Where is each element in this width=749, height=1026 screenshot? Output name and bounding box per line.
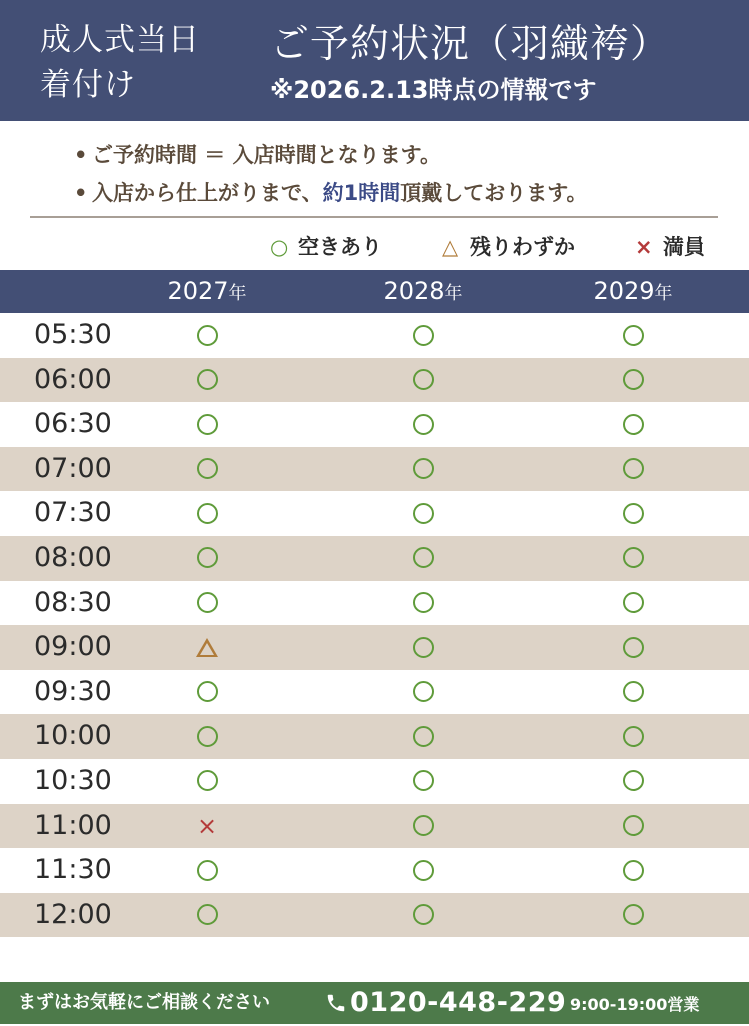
circle-icon [623, 592, 644, 613]
time-slot: 06:00 [34, 363, 112, 395]
table-row [0, 670, 749, 715]
circle-icon [623, 637, 644, 658]
status-cell [603, 491, 663, 535]
circle-icon [197, 414, 218, 435]
status-cell [603, 625, 663, 669]
table-row [0, 313, 749, 358]
circle-icon [413, 547, 434, 568]
circle-icon [197, 547, 218, 568]
table-row [0, 714, 749, 759]
phone-icon[interactable] [325, 992, 347, 1014]
status-cell [177, 491, 237, 535]
circle-icon [413, 860, 434, 881]
status-cell [177, 536, 237, 580]
table-row [0, 625, 749, 670]
circle-icon [413, 458, 434, 479]
circle-icon [413, 592, 434, 613]
phone-number[interactable]: 0120-448-229 [350, 987, 567, 1018]
cross-icon: × [635, 235, 653, 259]
circle-icon [623, 369, 644, 390]
event-label-line1: 成人式当日 [40, 22, 200, 58]
status-cell [393, 714, 453, 758]
contact-lead: まずはお気軽にご相談ください [18, 992, 270, 1013]
circle-icon [197, 904, 218, 925]
status-cell [603, 714, 663, 758]
status-cell [603, 536, 663, 580]
status-cell [177, 804, 237, 848]
status-cell [393, 848, 453, 892]
time-slot: 08:30 [34, 586, 112, 618]
event-label [40, 18, 200, 108]
status-cell [603, 358, 663, 402]
status-cell [177, 848, 237, 892]
circle-icon [197, 503, 218, 524]
circle-icon [413, 637, 434, 658]
status-cell [603, 447, 663, 491]
circle-icon [413, 414, 434, 435]
status-cell [177, 402, 237, 446]
status-cell [603, 581, 663, 625]
status-cell [393, 581, 453, 625]
circle-icon [623, 815, 644, 836]
info-date-note: ※2026.2.13時点の情報です [270, 76, 597, 104]
circle-icon [197, 325, 218, 346]
circle-icon [413, 681, 434, 702]
status-cell [393, 313, 453, 357]
table-row [0, 759, 749, 804]
status-cell [393, 759, 453, 803]
year-unit: 年 [654, 283, 673, 304]
status-cell [393, 536, 453, 580]
note-line-1 [74, 136, 588, 174]
time-slot: 07:30 [34, 497, 112, 529]
circle-icon [413, 503, 434, 524]
table-row [0, 491, 749, 536]
notes [74, 136, 588, 212]
table-row [0, 804, 749, 849]
time-slot: 05:30 [34, 319, 112, 350]
status-cell [177, 447, 237, 491]
status-cell [393, 670, 453, 714]
status-cell [603, 804, 663, 848]
circle-icon [413, 369, 434, 390]
divider [30, 216, 718, 218]
column-year-2027 [127, 270, 287, 315]
page-title: ご予約状況（羽織袴） [270, 22, 671, 67]
status-cell [177, 625, 237, 669]
status-cell [603, 670, 663, 714]
legend-available-label: 空きあり [298, 235, 382, 259]
column-year-2029 [553, 270, 713, 315]
column-header [0, 270, 749, 313]
time-slot: 06:30 [34, 408, 112, 440]
column-year-2028 [343, 270, 503, 315]
circle-icon [623, 414, 644, 435]
status-cell [177, 759, 237, 803]
header-banner [0, 0, 749, 121]
year-unit: 年 [228, 283, 247, 304]
reservation-table [0, 313, 749, 937]
note-text-2-pre: 入店から仕上がりまで、 [92, 181, 323, 205]
circle-icon [413, 726, 434, 747]
legend-few [442, 232, 575, 262]
status-cell [603, 402, 663, 446]
note-text-2-post: 頂戴しております。 [400, 181, 588, 205]
circle-icon [413, 815, 434, 836]
note-text-1: ご予約時間 ＝ 入店時間となります。 [92, 143, 441, 167]
year-value: 2029 [593, 277, 655, 305]
note-duration: 約1時間 [322, 181, 401, 205]
table-row [0, 536, 749, 581]
time-slot: 07:00 [34, 452, 112, 484]
cross-icon: × [196, 811, 218, 840]
legend-full [635, 232, 705, 262]
table-row [0, 358, 749, 403]
time-slot: 10:00 [34, 720, 112, 752]
circle-icon [413, 325, 434, 346]
legend-full-label: 満員 [663, 235, 705, 259]
status-cell [393, 358, 453, 402]
table-row [0, 848, 749, 893]
circle-icon [623, 770, 644, 791]
status-cell [603, 893, 663, 937]
status-cell [393, 447, 453, 491]
bullet: • [74, 181, 88, 205]
circle-icon [197, 770, 218, 791]
year-value: 2027 [167, 277, 229, 305]
time-slot: 10:30 [34, 764, 112, 796]
status-cell [603, 313, 663, 357]
circle-icon [197, 592, 218, 613]
status-cell [177, 714, 237, 758]
circle-icon [197, 726, 218, 747]
triangle-icon [196, 638, 218, 657]
circle-icon [197, 681, 218, 702]
status-cell [177, 670, 237, 714]
footer-contact-bar [0, 982, 749, 1024]
circle-icon [623, 681, 644, 702]
business-hours: 9:00-19:00営業 [570, 995, 700, 1014]
circle-icon [413, 904, 434, 925]
note-line-2 [74, 174, 588, 212]
time-slot: 08:00 [34, 541, 112, 573]
time-slot: 11:30 [34, 854, 112, 886]
status-cell [177, 893, 237, 937]
status-cell [177, 358, 237, 402]
event-label-line2: 着付け [40, 67, 136, 103]
year-value: 2028 [383, 277, 445, 305]
circle-icon [623, 547, 644, 568]
circle-icon [197, 458, 218, 479]
table-row [0, 581, 749, 626]
bullet: • [74, 143, 88, 167]
status-cell [393, 402, 453, 446]
circle-icon [197, 860, 218, 881]
table-row [0, 402, 749, 447]
circle-icon [197, 369, 218, 390]
time-slot: 09:30 [34, 675, 112, 707]
status-cell [393, 893, 453, 937]
triangle-icon: △ [442, 235, 459, 259]
circle-icon [623, 325, 644, 346]
year-unit: 年 [444, 283, 463, 304]
time-slot: 11:00 [34, 809, 112, 841]
circle-icon [413, 770, 434, 791]
status-cell [393, 804, 453, 848]
legend-available [270, 232, 382, 262]
circle-icon [623, 503, 644, 524]
status-cell [177, 313, 237, 357]
status-cell [393, 625, 453, 669]
circle-icon [623, 904, 644, 925]
circle-icon [623, 458, 644, 479]
legend-few-label: 残りわずか [470, 235, 575, 259]
circle-icon: ○ [270, 235, 289, 259]
status-cell [603, 759, 663, 803]
table-row [0, 893, 749, 938]
status-cell [177, 581, 237, 625]
circle-icon [623, 860, 644, 881]
circle-icon [623, 726, 644, 747]
table-row [0, 447, 749, 492]
status-cell [603, 848, 663, 892]
time-slot: 09:00 [34, 631, 112, 663]
time-slot: 12:00 [34, 898, 112, 930]
status-cell [393, 491, 453, 535]
